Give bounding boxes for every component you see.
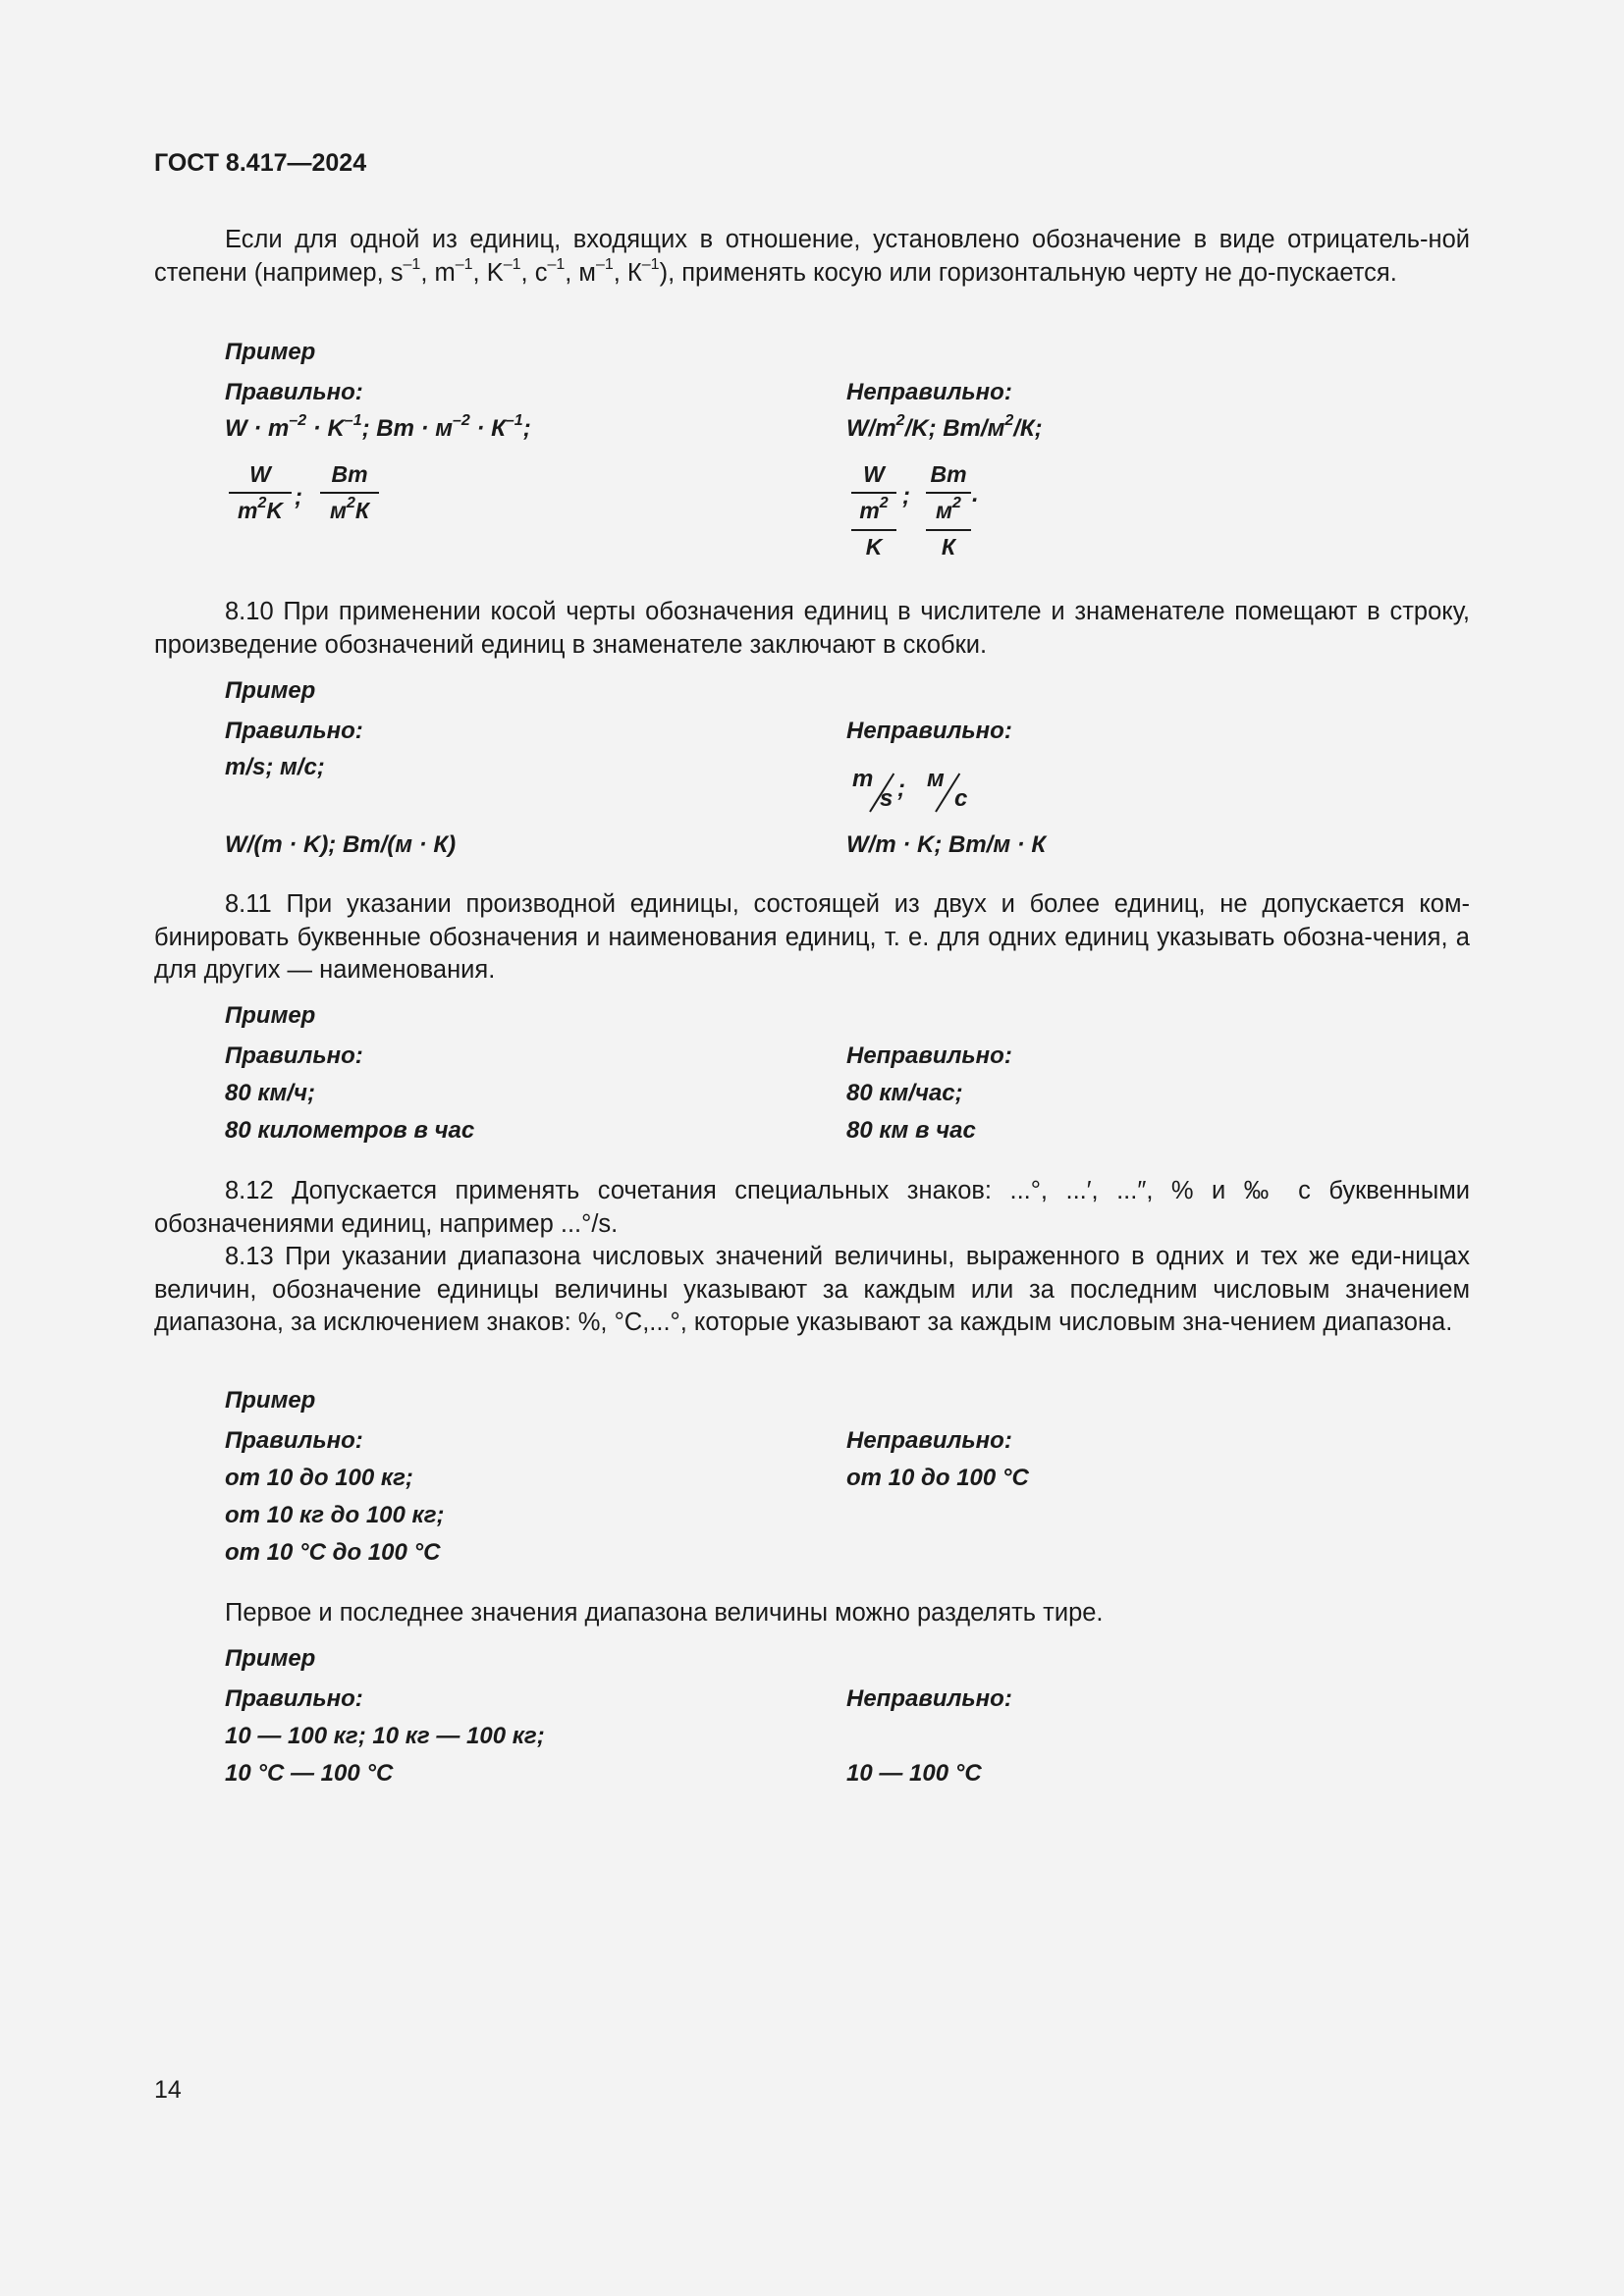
fraction-middle: $m^2$ — [859, 495, 889, 523]
correct-expression: $W \cdot m^{-2} \cdot K^{-1}$; Вт · $м^{-2} \cdot К^{-1}$; — [225, 412, 531, 442]
slash-fraction-numerator: m — [852, 766, 874, 792]
fraction-bar — [926, 529, 971, 531]
page-number: 14 — [154, 2076, 182, 2104]
incorrect-expression: от 10 до 100 °С — [846, 1465, 1029, 1491]
slash-fraction-denominator: с — [954, 785, 968, 812]
slash-fraction-denominator: s — [880, 785, 893, 812]
document-header: ГОСТ 8.417—2024 — [154, 149, 367, 177]
example-label: Пример — [225, 677, 316, 704]
incorrect-expression: 10 — 100 °С — [846, 1760, 982, 1787]
paragraph-8-12: 8.12 Допускается применять сочетания специальных знаков: ...°, ...′, ...″, % и ‰ с буквенными обозначениями единиц, например ...°/s. — [154, 1177, 1470, 1238]
incorrect-label: Неправильно: — [846, 379, 1012, 405]
incorrect-expression: W/m · K; Вт/м · К — [846, 831, 1047, 858]
example-label: Пример — [225, 1387, 316, 1414]
incorrect-expression: $W/m^2/K$; $Вт/м^2/К$; — [846, 412, 1043, 442]
example-label: Пример — [225, 1645, 316, 1672]
correct-label: Правильно: — [225, 1685, 363, 1712]
correct-expression: 80 км/ч; — [225, 1080, 315, 1106]
incorrect-label: Неправильно: — [846, 718, 1012, 744]
example-label: Пример — [225, 339, 316, 365]
correct-expression: 10 °С — 100 °С — [225, 1760, 394, 1787]
fraction-separator: ; — [897, 775, 905, 802]
fraction-bar — [320, 492, 379, 494]
fraction-correct-1 — [229, 461, 292, 532]
correct-label: Правильно: — [225, 379, 363, 405]
incorrect-label: Неправильно: — [846, 1685, 1012, 1712]
fraction-bar — [926, 492, 971, 494]
fraction-middle: $м^2$ — [936, 495, 961, 523]
paragraph-8-11: 8.11 При указании производной единицы, состоящей из двух и более единиц, не допускается ком-бинировать буквенные обозначения и наименования единиц, т. е. для одних единиц указывать обозна-чения, а для других — наименования. — [154, 890, 1470, 984]
fraction-incorrect-1 — [851, 461, 896, 569]
fraction-numerator: W — [863, 461, 885, 487]
fraction-denominator: $m^2K$ — [238, 495, 283, 523]
fraction-denominator: K — [865, 534, 883, 560]
fraction-incorrect-2 — [926, 461, 971, 569]
paragraph-dash: Первое и последнее значения диапазона величины можно разделять тире. — [225, 1599, 1104, 1627]
correct-expression: W/(m · K); Вт/(м · К) — [225, 831, 457, 858]
correct-label: Правильно: — [225, 718, 363, 744]
fraction-denominator: $м^2К$ — [329, 495, 370, 523]
correct-label: Правильно: — [225, 1427, 363, 1454]
example-label: Пример — [225, 1002, 316, 1029]
incorrect-label: Неправильно: — [846, 1042, 1012, 1069]
fraction-denominator: К — [941, 534, 956, 560]
fraction-numerator: Вт — [930, 461, 967, 487]
fraction-bar — [229, 492, 292, 494]
fraction-numerator: Вт — [331, 461, 368, 487]
fraction-separator: ; — [902, 483, 910, 509]
correct-expression: m/s; м/с; — [225, 754, 325, 780]
paragraph-8-10: 8.10 При применении косой черты обозначения единиц в числителе и знаменателе помещают в строку, произведение обозначений единиц в знаменателе заключают в скобки. — [154, 598, 1470, 659]
fraction-correct-2 — [320, 461, 379, 532]
incorrect-expression: 80 км/час; — [846, 1080, 963, 1106]
paragraph-intro: Если для одной из единиц, входящих в отношение, установлено обозначение в виде отрицатель-ной степени (например, $s^{-1}$, $m^{-1}$, $K^{-1}$, $с^{-1}$, $м^{-1}$, $К^{-1}$), применять косую или горизонтальную черту не до-пускается. — [154, 226, 1470, 287]
fraction-end: . — [972, 481, 979, 507]
fraction-separator: ; — [295, 484, 302, 510]
slash-fraction-numerator: м — [927, 766, 945, 792]
fraction-bar — [851, 492, 896, 494]
correct-expression: от 10 до 100 кг; — [225, 1465, 413, 1491]
correct-expression: 80 километров в час — [225, 1117, 475, 1144]
correct-expression: от 10 °С до 100 °С — [225, 1539, 441, 1566]
correct-expression: 10 — 100 кг; 10 кг — 100 кг; — [225, 1723, 545, 1749]
correct-label: Правильно: — [225, 1042, 363, 1069]
incorrect-label: Неправильно: — [846, 1427, 1012, 1454]
paragraph-8-13: 8.13 При указании диапазона числовых значений величины, выраженного в одних и тех же еди-ницах величин, обозначение единицы величины указывают за каждым или за последним числовым значением диапазона, за исключением знаков: %, °С,...°, которые указывают за каждым числовым зна-чением диапазона. — [154, 1243, 1470, 1336]
fraction-bar — [851, 529, 896, 531]
fraction-numerator: W — [249, 461, 271, 487]
incorrect-expression: 80 км в час — [846, 1117, 976, 1144]
correct-expression: от 10 кг до 100 кг; — [225, 1502, 445, 1528]
